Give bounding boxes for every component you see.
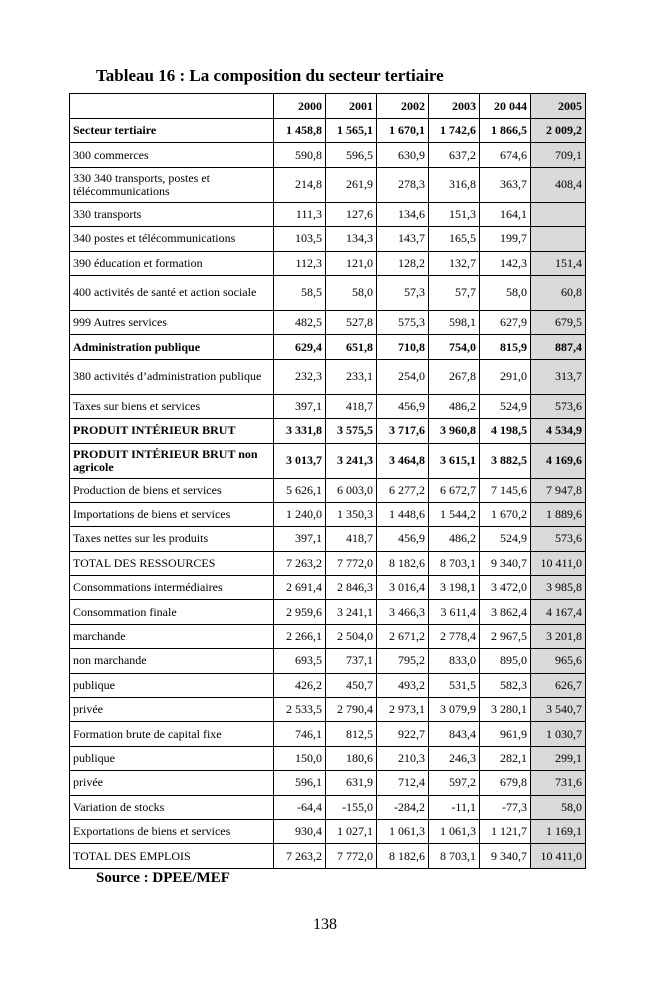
row-label: privée (70, 771, 274, 795)
row-label: PRODUIT INTÉRIEUR BRUT non agricole (70, 443, 274, 478)
table-row (70, 443, 586, 478)
value-cell: -11,1 (429, 795, 480, 819)
value-cell: 4 534,9 (531, 419, 586, 443)
value-cell: 134,3 (326, 227, 377, 251)
value-cell: 1 889,6 (531, 502, 586, 526)
value-cell: 397,1 (274, 394, 326, 418)
row-label: Taxes nettes sur les produits (70, 527, 274, 551)
value-cell: 2 846,3 (326, 576, 377, 600)
value-cell: 3 960,8 (429, 419, 480, 443)
value-cell: 7 947,8 (531, 478, 586, 502)
page-number: 138 (313, 916, 337, 933)
value-cell: 679,8 (480, 771, 531, 795)
value-cell: 961,9 (480, 722, 531, 746)
value-cell: 596,1 (274, 771, 326, 795)
value-cell: 214,8 (274, 167, 326, 202)
value-cell: 795,2 (377, 649, 429, 673)
header-year-cell: 20 044 (480, 94, 531, 119)
value-cell: 3 615,1 (429, 443, 480, 478)
table-row (70, 143, 586, 167)
value-cell: 3 466,3 (377, 600, 429, 624)
row-label: Secteur tertiaire (70, 119, 274, 143)
value-cell: 597,2 (429, 771, 480, 795)
table-row (70, 359, 586, 394)
value-cell: 627,9 (480, 310, 531, 334)
value-cell: 1 448,6 (377, 502, 429, 526)
value-cell: -77,3 (480, 795, 531, 819)
value-cell: 232,3 (274, 359, 326, 394)
value-cell: 1 061,3 (377, 819, 429, 843)
value-cell (531, 202, 586, 226)
value-cell: 60,8 (531, 275, 586, 310)
row-label: 380 activités d’administration publique (70, 359, 274, 394)
value-cell: 3 241,1 (326, 600, 377, 624)
header-year-cell: 2001 (326, 94, 377, 119)
value-cell: 2 504,0 (326, 624, 377, 648)
value-cell: 746,1 (274, 722, 326, 746)
table-row (70, 576, 586, 600)
source-note: Source : DPEE/MEF (96, 870, 230, 886)
value-cell: 895,0 (480, 649, 531, 673)
value-cell: 3 882,5 (480, 443, 531, 478)
table-row (70, 722, 586, 746)
table-row (70, 600, 586, 624)
row-label: Consommation finale (70, 600, 274, 624)
value-cell: -64,4 (274, 795, 326, 819)
header-year-cell: 2003 (429, 94, 480, 119)
table-row (70, 819, 586, 843)
value-cell: 4 167,4 (531, 600, 586, 624)
value-cell: 812,5 (326, 722, 377, 746)
value-cell: 1 169,1 (531, 819, 586, 843)
value-cell: 582,3 (480, 673, 531, 697)
value-cell: 3 241,3 (326, 443, 377, 478)
header-year-cell: 2005 (531, 94, 586, 119)
value-cell: 7 263,2 (274, 844, 326, 868)
value-cell: 7 263,2 (274, 551, 326, 575)
value-cell: 7 145,6 (480, 478, 531, 502)
value-cell: 2 967,5 (480, 624, 531, 648)
value-cell: 2 959,6 (274, 600, 326, 624)
value-cell: 2 266,1 (274, 624, 326, 648)
value-cell: 58,0 (531, 795, 586, 819)
value-cell: 10 411,0 (531, 844, 586, 868)
table-row (70, 119, 586, 143)
value-cell: 3 862,4 (480, 600, 531, 624)
value-cell: 456,9 (377, 527, 429, 551)
value-cell: 143,7 (377, 227, 429, 251)
value-cell: 8 182,6 (377, 844, 429, 868)
value-cell: 527,8 (326, 310, 377, 334)
value-cell: 3 717,6 (377, 419, 429, 443)
table-row (70, 227, 586, 251)
value-cell: 843,4 (429, 722, 480, 746)
table-row (70, 335, 586, 359)
row-label: 999 Autres services (70, 310, 274, 334)
value-cell: 486,2 (429, 394, 480, 418)
value-cell: 267,8 (429, 359, 480, 394)
data-table (69, 93, 586, 869)
value-cell: 291,0 (480, 359, 531, 394)
value-cell: 58,0 (480, 275, 531, 310)
table-row (70, 275, 586, 310)
value-cell: 151,4 (531, 251, 586, 275)
value-cell: 493,2 (377, 673, 429, 697)
value-cell: 524,9 (480, 527, 531, 551)
table-row (70, 624, 586, 648)
value-cell: 363,7 (480, 167, 531, 202)
row-label: privée (70, 698, 274, 722)
value-cell: 278,3 (377, 167, 429, 202)
value-cell: 233,1 (326, 359, 377, 394)
value-cell: 128,2 (377, 251, 429, 275)
value-cell: 134,6 (377, 202, 429, 226)
table-row (70, 310, 586, 334)
value-cell: 575,3 (377, 310, 429, 334)
table-row (70, 551, 586, 575)
value-cell: 573,6 (531, 394, 586, 418)
value-cell: 6 277,2 (377, 478, 429, 502)
row-label: marchande (70, 624, 274, 648)
value-cell: 254,0 (377, 359, 429, 394)
row-label: TOTAL DES RESSOURCES (70, 551, 274, 575)
value-cell: 58,0 (326, 275, 377, 310)
value-cell: 630,9 (377, 143, 429, 167)
value-cell: 3 013,7 (274, 443, 326, 478)
value-cell: 316,8 (429, 167, 480, 202)
value-cell: 426,2 (274, 673, 326, 697)
value-cell: 590,8 (274, 143, 326, 167)
value-cell: 709,1 (531, 143, 586, 167)
value-cell: 111,3 (274, 202, 326, 226)
value-cell: 2 671,2 (377, 624, 429, 648)
value-cell: 151,3 (429, 202, 480, 226)
value-cell: 2 691,4 (274, 576, 326, 600)
table-row (70, 795, 586, 819)
value-cell: 573,6 (531, 527, 586, 551)
row-label: Exportations de biens et services (70, 819, 274, 843)
row-label: Importations de biens et services (70, 502, 274, 526)
value-cell: 1 458,8 (274, 119, 326, 143)
value-cell: 150,0 (274, 746, 326, 770)
value-cell: 1 030,7 (531, 722, 586, 746)
value-cell: 2 790,4 (326, 698, 377, 722)
row-label: Consommations intermédiaires (70, 576, 274, 600)
value-cell: 1 121,7 (480, 819, 531, 843)
value-cell: 5 626,1 (274, 478, 326, 502)
value-cell: 418,7 (326, 394, 377, 418)
value-cell: 1 565,1 (326, 119, 377, 143)
value-cell: 418,7 (326, 527, 377, 551)
value-cell: 142,3 (480, 251, 531, 275)
table-row (70, 771, 586, 795)
value-cell: 679,5 (531, 310, 586, 334)
row-label: 330 transports (70, 202, 274, 226)
value-cell: 8 182,6 (377, 551, 429, 575)
value-cell: 1 670,2 (480, 502, 531, 526)
value-cell: 693,5 (274, 649, 326, 673)
value-cell: 731,6 (531, 771, 586, 795)
value-cell: 57,7 (429, 275, 480, 310)
table-row (70, 746, 586, 770)
value-cell: 58,5 (274, 275, 326, 310)
value-cell: 3 464,8 (377, 443, 429, 478)
value-cell: 164,1 (480, 202, 531, 226)
row-label: 390 éducation et formation (70, 251, 274, 275)
value-cell: 282,1 (480, 746, 531, 770)
table-row (70, 844, 586, 868)
table-row (70, 649, 586, 673)
value-cell: 127,6 (326, 202, 377, 226)
row-label: non marchande (70, 649, 274, 673)
value-cell: 1 061,3 (429, 819, 480, 843)
row-label: Production de biens et services (70, 478, 274, 502)
value-cell: 313,7 (531, 359, 586, 394)
value-cell: 3 575,5 (326, 419, 377, 443)
value-cell: 7 772,0 (326, 551, 377, 575)
value-cell: 531,5 (429, 673, 480, 697)
row-label: publique (70, 673, 274, 697)
value-cell: 1 350,3 (326, 502, 377, 526)
value-cell: 626,7 (531, 673, 586, 697)
table-row (70, 202, 586, 226)
value-cell: 1 544,2 (429, 502, 480, 526)
value-cell: 180,6 (326, 746, 377, 770)
value-cell: 596,5 (326, 143, 377, 167)
value-cell: -155,0 (326, 795, 377, 819)
value-cell: 165,5 (429, 227, 480, 251)
value-cell: 524,9 (480, 394, 531, 418)
header-row (70, 94, 586, 119)
value-cell: 3 472,0 (480, 576, 531, 600)
row-label: TOTAL DES EMPLOIS (70, 844, 274, 868)
value-cell: 408,4 (531, 167, 586, 202)
value-cell: 833,0 (429, 649, 480, 673)
value-cell: 3 201,8 (531, 624, 586, 648)
value-cell: 112,3 (274, 251, 326, 275)
value-cell: 4 198,5 (480, 419, 531, 443)
row-label: Formation brute de capital fixe (70, 722, 274, 746)
value-cell: 57,3 (377, 275, 429, 310)
value-cell: 3 016,4 (377, 576, 429, 600)
value-cell: 3 540,7 (531, 698, 586, 722)
row-label: 300 commerces (70, 143, 274, 167)
header-year-cell: 2000 (274, 94, 326, 119)
value-cell: 3 331,8 (274, 419, 326, 443)
table-row (70, 527, 586, 551)
value-cell: 132,7 (429, 251, 480, 275)
value-cell: 737,1 (326, 649, 377, 673)
header-blank-cell (70, 94, 274, 119)
value-cell: 674,6 (480, 143, 531, 167)
value-cell: 246,3 (429, 746, 480, 770)
value-cell: 9 340,7 (480, 844, 531, 868)
value-cell: 2 778,4 (429, 624, 480, 648)
value-cell: 456,9 (377, 394, 429, 418)
table-row (70, 394, 586, 418)
value-cell: 629,4 (274, 335, 326, 359)
value-cell: 450,7 (326, 673, 377, 697)
value-cell: -284,2 (377, 795, 429, 819)
value-cell: 2 533,5 (274, 698, 326, 722)
table-row (70, 419, 586, 443)
value-cell: 1 027,1 (326, 819, 377, 843)
value-cell: 887,4 (531, 335, 586, 359)
value-cell: 1 240,0 (274, 502, 326, 526)
value-cell: 2 009,2 (531, 119, 586, 143)
value-cell: 8 703,1 (429, 551, 480, 575)
value-cell: 651,8 (326, 335, 377, 359)
value-cell: 6 003,0 (326, 478, 377, 502)
row-label: Administration publique (70, 335, 274, 359)
table-row (70, 251, 586, 275)
value-cell: 631,9 (326, 771, 377, 795)
value-cell: 2 973,1 (377, 698, 429, 722)
value-cell: 598,1 (429, 310, 480, 334)
table-row (70, 698, 586, 722)
value-cell: 486,2 (429, 527, 480, 551)
value-cell: 210,3 (377, 746, 429, 770)
row-label: Taxes sur biens et services (70, 394, 274, 418)
value-cell: 3 198,1 (429, 576, 480, 600)
value-cell: 4 169,6 (531, 443, 586, 478)
table-title: Tableau 16 : La composition du secteur tertiaire (96, 66, 444, 85)
value-cell: 930,4 (274, 819, 326, 843)
value-cell: 1 742,6 (429, 119, 480, 143)
value-cell: 815,9 (480, 335, 531, 359)
value-cell: 261,9 (326, 167, 377, 202)
value-cell: 3 280,1 (480, 698, 531, 722)
table-row (70, 502, 586, 526)
row-label: 330 340 transports, postes et télécommunications (70, 167, 274, 202)
table-row (70, 673, 586, 697)
value-cell: 8 703,1 (429, 844, 480, 868)
value-cell: 10 411,0 (531, 551, 586, 575)
value-cell: 710,8 (377, 335, 429, 359)
value-cell: 922,7 (377, 722, 429, 746)
value-cell: 637,2 (429, 143, 480, 167)
header-year-cell: 2002 (377, 94, 429, 119)
value-cell: 1 670,1 (377, 119, 429, 143)
value-cell: 103,5 (274, 227, 326, 251)
value-cell: 299,1 (531, 746, 586, 770)
value-cell: 482,5 (274, 310, 326, 334)
value-cell: 6 672,7 (429, 478, 480, 502)
value-cell (531, 227, 586, 251)
row-label: 400 activités de santé et action sociale (70, 275, 274, 310)
value-cell: 965,6 (531, 649, 586, 673)
value-cell: 199,7 (480, 227, 531, 251)
row-label: Variation de stocks (70, 795, 274, 819)
value-cell: 3 985,8 (531, 576, 586, 600)
value-cell: 1 866,5 (480, 119, 531, 143)
value-cell: 3 079,9 (429, 698, 480, 722)
value-cell: 3 611,4 (429, 600, 480, 624)
value-cell: 9 340,7 (480, 551, 531, 575)
value-cell: 121,0 (326, 251, 377, 275)
table-row (70, 478, 586, 502)
table-row (70, 167, 586, 202)
row-label: 340 postes et télécommunications (70, 227, 274, 251)
value-cell: 7 772,0 (326, 844, 377, 868)
row-label: PRODUIT INTÉRIEUR BRUT (70, 419, 274, 443)
value-cell: 712,4 (377, 771, 429, 795)
row-label: publique (70, 746, 274, 770)
value-cell: 754,0 (429, 335, 480, 359)
value-cell: 397,1 (274, 527, 326, 551)
